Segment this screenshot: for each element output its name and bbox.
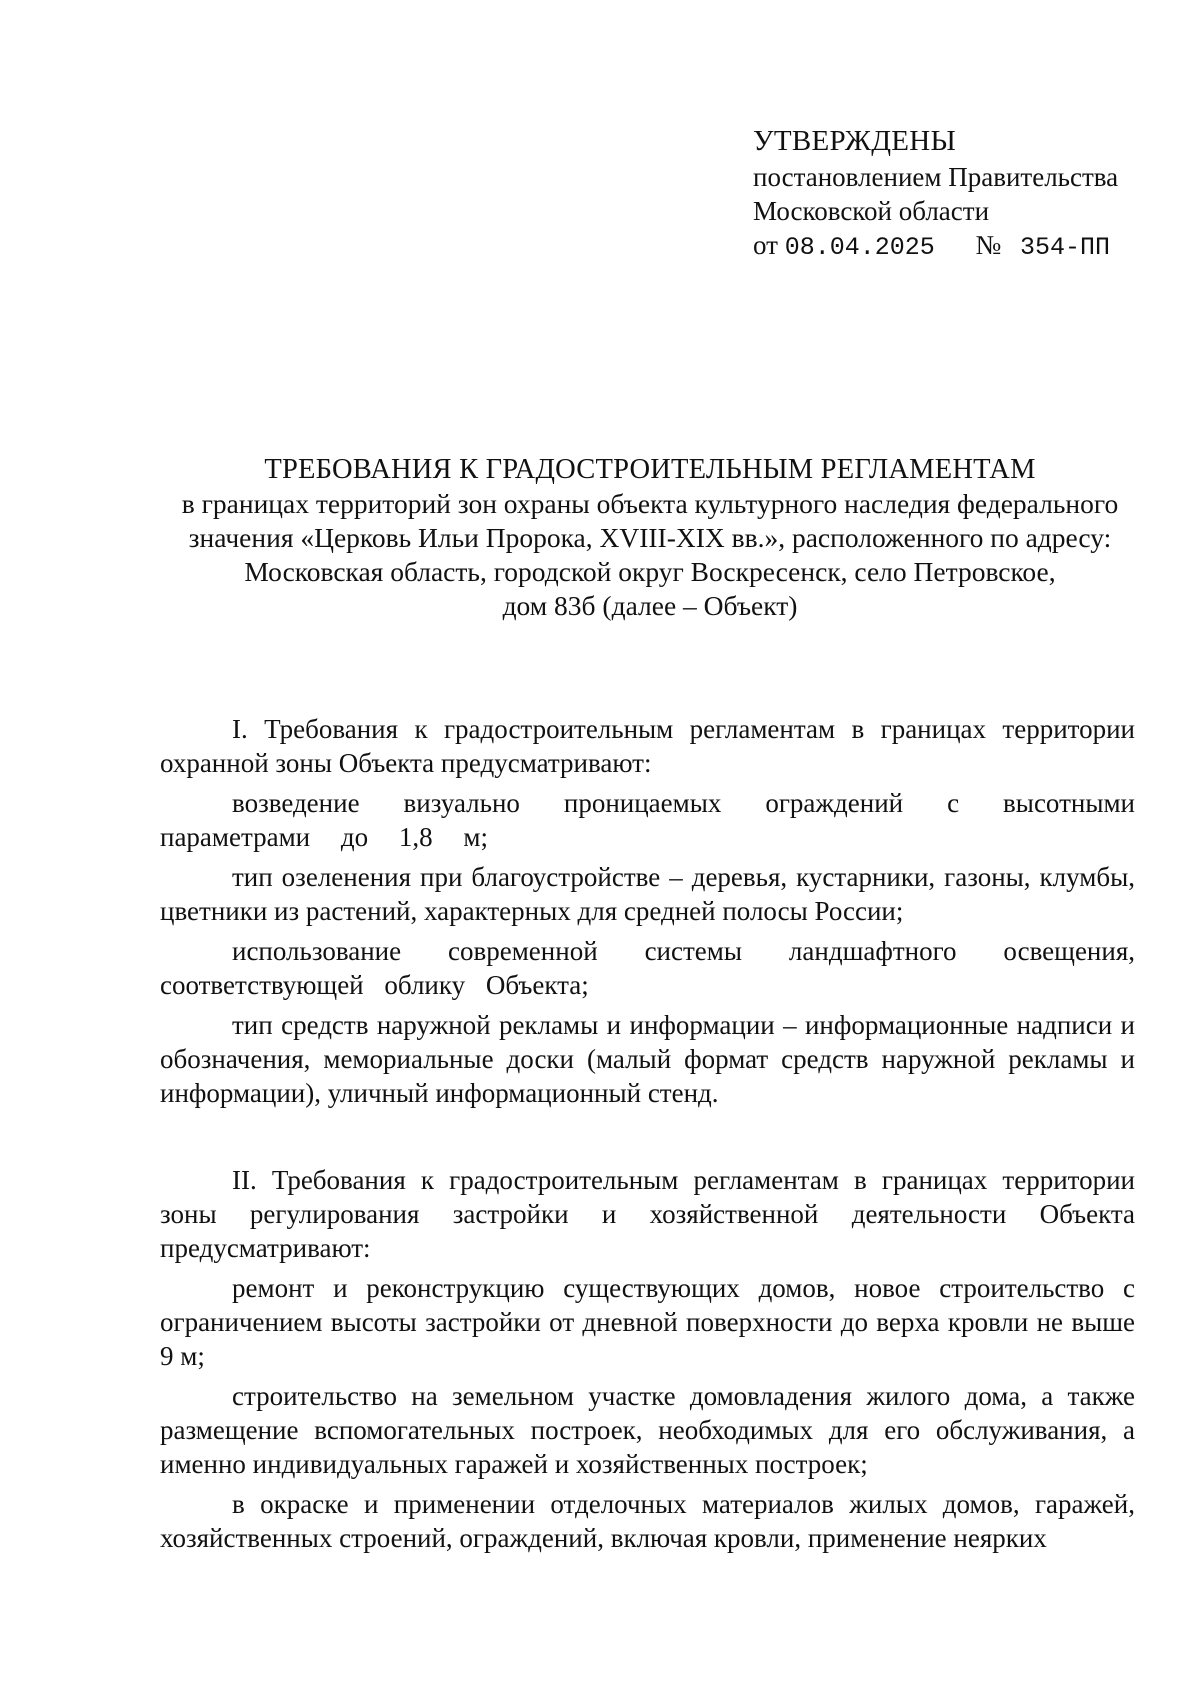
approval-number-sign: № [975, 230, 1002, 260]
title-line-3: Московская область, городской округ Воскресенск, село Петровское, [244, 556, 1056, 587]
document-title [155, 453, 1145, 623]
approval-line-2: Московской области [753, 196, 990, 226]
approval-number: 354-ПП [1020, 233, 1111, 262]
section-1-item: возведение визуально проницаемых ограждений с высотными параметрами до 1,8 м; [160, 788, 1135, 852]
title-main: ТРЕБОВАНИЯ К ГРАДОСТРОИТЕЛЬНЫМ РЕГЛАМЕНТАМ [264, 454, 1036, 485]
section-2-item: в окраске и применении отделочных материалов жилых домов, гаражей, хозяйственных строений, ограждений, включая кровли, применение неярких [160, 1489, 1135, 1553]
section-1 [160, 712, 1135, 1116]
approval-date-line [753, 228, 1173, 265]
section-1-intro: I. Требования к градостроительным регламентам в границах территории охранной зоны Объекта предусматривают: [160, 714, 1135, 778]
approval-date-prefix: от [753, 230, 778, 260]
section-2-item: строительство на земельном участке домовладения жилого дома, а также размещение вспомогательных построек, необходимых для его обслуживания, а именно индивидуальных гаражей и хозяйственных построек; [160, 1381, 1135, 1479]
section-1-item: тип средств наружной рекламы и информации – информационные надписи и обозначения, мемориальные доски (малый формат средств наружной рекламы и информации), уличный информационный стенд. [160, 1010, 1135, 1108]
section-1-item: использование современной системы ландшафтного освещения, соответствующей облику Объекта; [160, 936, 1135, 1000]
title-line-2: значения «Церковь Ильи Пророка, XVIII-XIX вв.», расположенного по адресу: [188, 522, 1112, 553]
approval-heading: УТВЕРЖДЕНЫ [753, 125, 957, 157]
section-2-item: ремонт и реконструкцию существующих домов, новое строительство с ограничением высоты застройки от дневной поверхности до верха кровли не выше 9 м; [160, 1273, 1135, 1371]
section-2-intro: II. Требования к градостроительным регламентам в границах территории зоны регулирования застройки и хозяйственной деятельности Объекта предусматривают: [160, 1165, 1135, 1263]
approval-date: 08.04.2025 [784, 233, 935, 262]
title-line-1: в границах территорий зон охраны объекта культурного наследия федерального [181, 488, 1119, 519]
section-2 [160, 1163, 1135, 1561]
approval-block [753, 122, 1173, 265]
approval-line-1: постановлением Правительства [753, 162, 1119, 192]
section-1-item: тип озеленения при благоустройстве – деревья, кустарники, газоны, клумбы, цветники из растений, характерных для средней полосы России; [160, 862, 1135, 926]
title-line-4: дом 83б (далее – Объект) [502, 590, 798, 621]
